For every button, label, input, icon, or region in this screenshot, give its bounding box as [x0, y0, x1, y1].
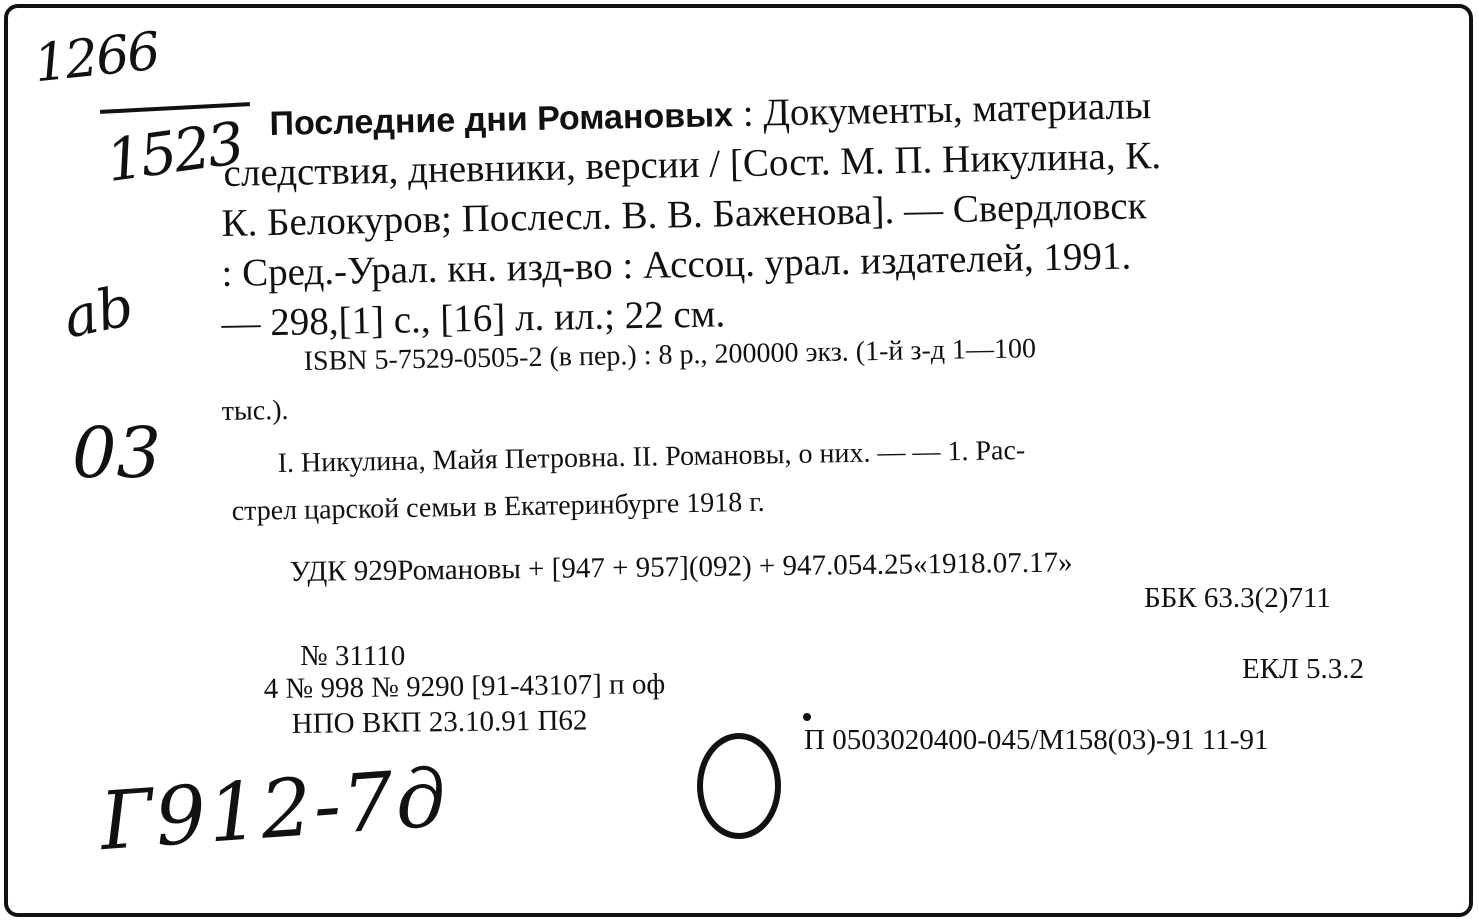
tracings-line-2: стрел царской семьи в Екатеринбурге 1918 г. [231, 486, 765, 528]
handwritten-shelf-code: Г912-7д [97, 750, 452, 869]
handwritten-mark-ab: ab [57, 273, 140, 352]
handwritten-mark-03: 03 [72, 412, 162, 494]
entry-line-3: К. Белокуров; Послесл. В. В. Баженова]. — Свердловск [221, 184, 1147, 246]
handwritten-number-top: 1266 [31, 21, 162, 95]
entry-line-2: следствия, дневники, версии / [Сост. М. П. Никулина, К. [223, 134, 1162, 196]
handwritten-number-bottom: 1523 [101, 108, 246, 196]
publisher-code: П 0503020400-045/М158(03)-91 11-91 [804, 724, 1269, 756]
entry-line-5: — 298,[1] с., [16] л. ил.; 22 см. [221, 292, 726, 346]
dot-mark-icon [803, 713, 811, 721]
tracings-line-1: I. Никулина, Майя Петровна. II. Романовы, о них. — — 1. Рас- [277, 434, 1026, 480]
entry-line-1-rest: : Документы, материалы [732, 84, 1152, 136]
bbk-index: ББК 63.3(2)711 [1144, 582, 1331, 614]
udk-index: УДК 929Романовы + [947 + 957](092) + 947.054.25«1918.07.17» [289, 546, 1073, 589]
card-number: № 31110 [300, 640, 406, 672]
entry-line-4: : Сред.-Урал. кн. изд-во : Ассоц. урал. издателей, 1991. [221, 234, 1132, 296]
print-run-line: 4 № 998 № 9290 [91-43107] п оф [263, 668, 666, 706]
isbn-line-2: тыс.). [221, 394, 289, 428]
ekl-code: ЕКЛ 5.3.2 [1242, 653, 1364, 685]
circle-mark-icon [697, 733, 781, 839]
npo-line: НПО ВКП 23.10.91 П62 [291, 704, 588, 741]
book-title: Последние дни Романовых [269, 96, 734, 144]
catalog-card [4, 4, 1473, 917]
isbn-line-1: ISBN 5-7529-0505-2 (в пер.) : 8 р., 200000 экз. (1-й з-д 1—100 [303, 333, 1037, 378]
